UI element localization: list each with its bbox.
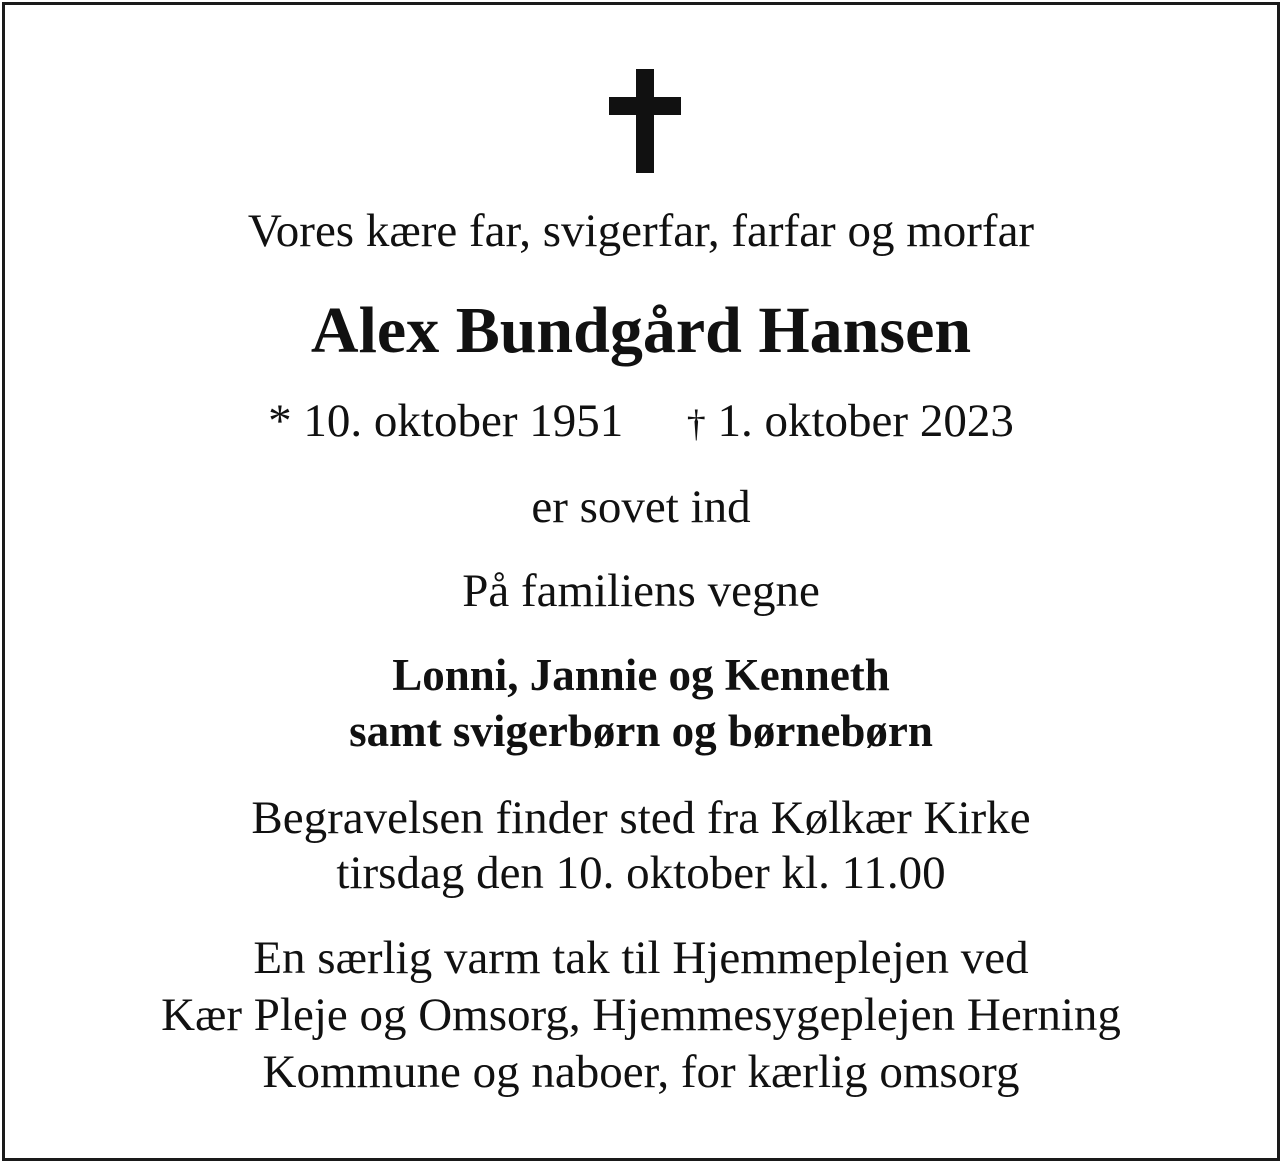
cross-vertical-bar xyxy=(636,69,654,173)
status-text: er sovet ind xyxy=(531,481,751,533)
birth-date: 10. oktober 1951 xyxy=(303,395,624,447)
obituary-notice xyxy=(2,2,1280,1161)
funeral-line: tirsdag den 10. oktober kl. 11.00 xyxy=(336,847,946,899)
signers-line: samt svigerbørn og børnebørn xyxy=(349,706,933,756)
deceased-name: Alex Bundgård Hansen xyxy=(310,294,972,367)
thanks-line: Kommune og naboer, for kærlig omsorg xyxy=(262,1046,1020,1098)
signers-line: Lonni, Jannie og Kenneth xyxy=(392,650,890,700)
funeral-line: Begravelsen finder sted fra Kølkær Kirke xyxy=(251,792,1031,844)
on-behalf-text: På familiens vegne xyxy=(462,565,820,617)
thanks-text xyxy=(5,930,1277,1101)
life-dates xyxy=(5,391,1277,454)
cross-icon xyxy=(609,69,681,173)
cross-horizontal-bar xyxy=(609,97,681,115)
death-date: 1. oktober 2023 xyxy=(717,395,1014,447)
signers xyxy=(5,647,1277,759)
thanks-line: En særlig varm tak til Hjemmeplejen ved xyxy=(253,932,1029,984)
died-symbol: † xyxy=(686,403,706,445)
intro-text: Vores kære far, svigerfar, farfar og morfar xyxy=(247,205,1035,257)
born-symbol: * xyxy=(268,395,292,447)
thanks-line: Kær Pleje og Omsorg, Hjemmesygeplejen Herning xyxy=(161,989,1121,1041)
funeral-info xyxy=(5,791,1277,901)
